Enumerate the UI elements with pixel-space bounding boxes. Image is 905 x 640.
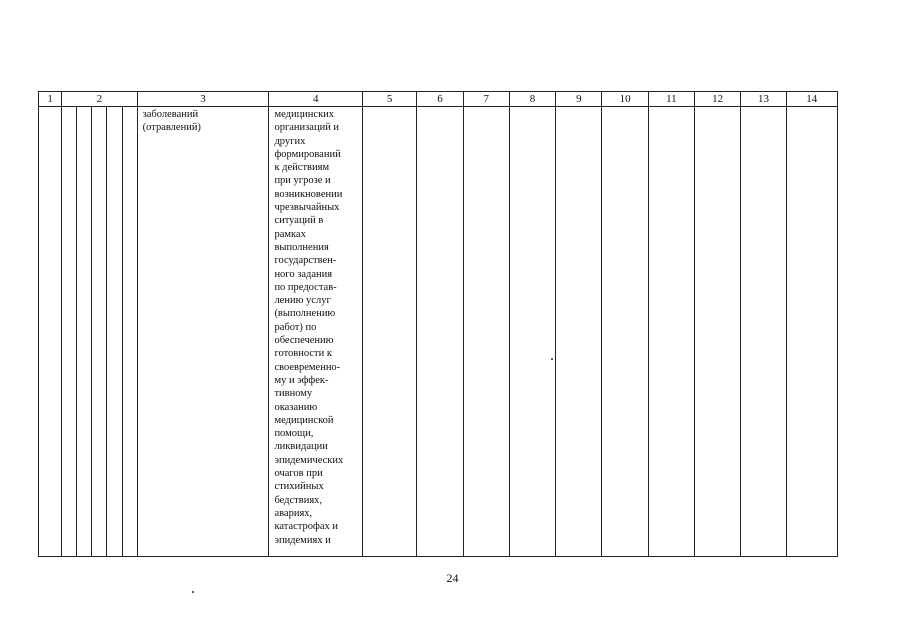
table-cell [417, 107, 463, 557]
table-cell [463, 107, 509, 557]
header-col-2: 2 [62, 92, 137, 107]
table-cell [509, 107, 555, 557]
header-col-10: 10 [602, 92, 648, 107]
header-col-11: 11 [648, 92, 694, 107]
table-cell [39, 107, 62, 557]
table-cell-col4 [269, 107, 363, 557]
scan-speck [551, 358, 553, 360]
header-col-4: 4 [269, 92, 363, 107]
scan-speck [192, 591, 194, 593]
table-cell [786, 107, 837, 557]
table-cell [695, 107, 741, 557]
table-cell [92, 107, 107, 557]
header-col-3: 3 [137, 92, 269, 107]
data-table [38, 91, 838, 557]
header-col-9: 9 [556, 92, 602, 107]
table-cell [648, 107, 694, 557]
cell-text-col3: заболеваний (отравлений) [142, 109, 201, 134]
table-cell [62, 107, 77, 557]
page-number: 24 [446, 571, 459, 585]
header-col-6: 6 [417, 92, 463, 107]
header-col-7: 7 [463, 92, 509, 107]
header-col-1: 1 [39, 92, 62, 107]
table-cell [122, 107, 137, 557]
header-col-5: 5 [363, 92, 417, 107]
header-col-13: 13 [741, 92, 786, 107]
cell-text-col4: медицинских организаций и других формирований к действиям при угрозе и возникновении чрезвычайных ситуаций в рамках выполнения государствен- ного задания по предостав- лению услуг (выполнению работ) по обеспечению готовности к своевременно- му и эффек- тивному оказанию медицинской помощи, ликвидации эпидемических очагов при стихийных бедствиях, авариях, катастрофах и эпидемиях и [274, 109, 344, 546]
table-cell [556, 107, 602, 557]
table-cell [363, 107, 417, 557]
table-cell [741, 107, 786, 557]
header-col-12: 12 [695, 92, 741, 107]
table-cell-col3 [137, 107, 269, 557]
table-cell [602, 107, 648, 557]
table-row [39, 107, 838, 557]
table-cell [107, 107, 122, 557]
header-col-8: 8 [509, 92, 555, 107]
table-cell [77, 107, 92, 557]
header-col-14: 14 [786, 92, 837, 107]
header-row [39, 92, 838, 107]
